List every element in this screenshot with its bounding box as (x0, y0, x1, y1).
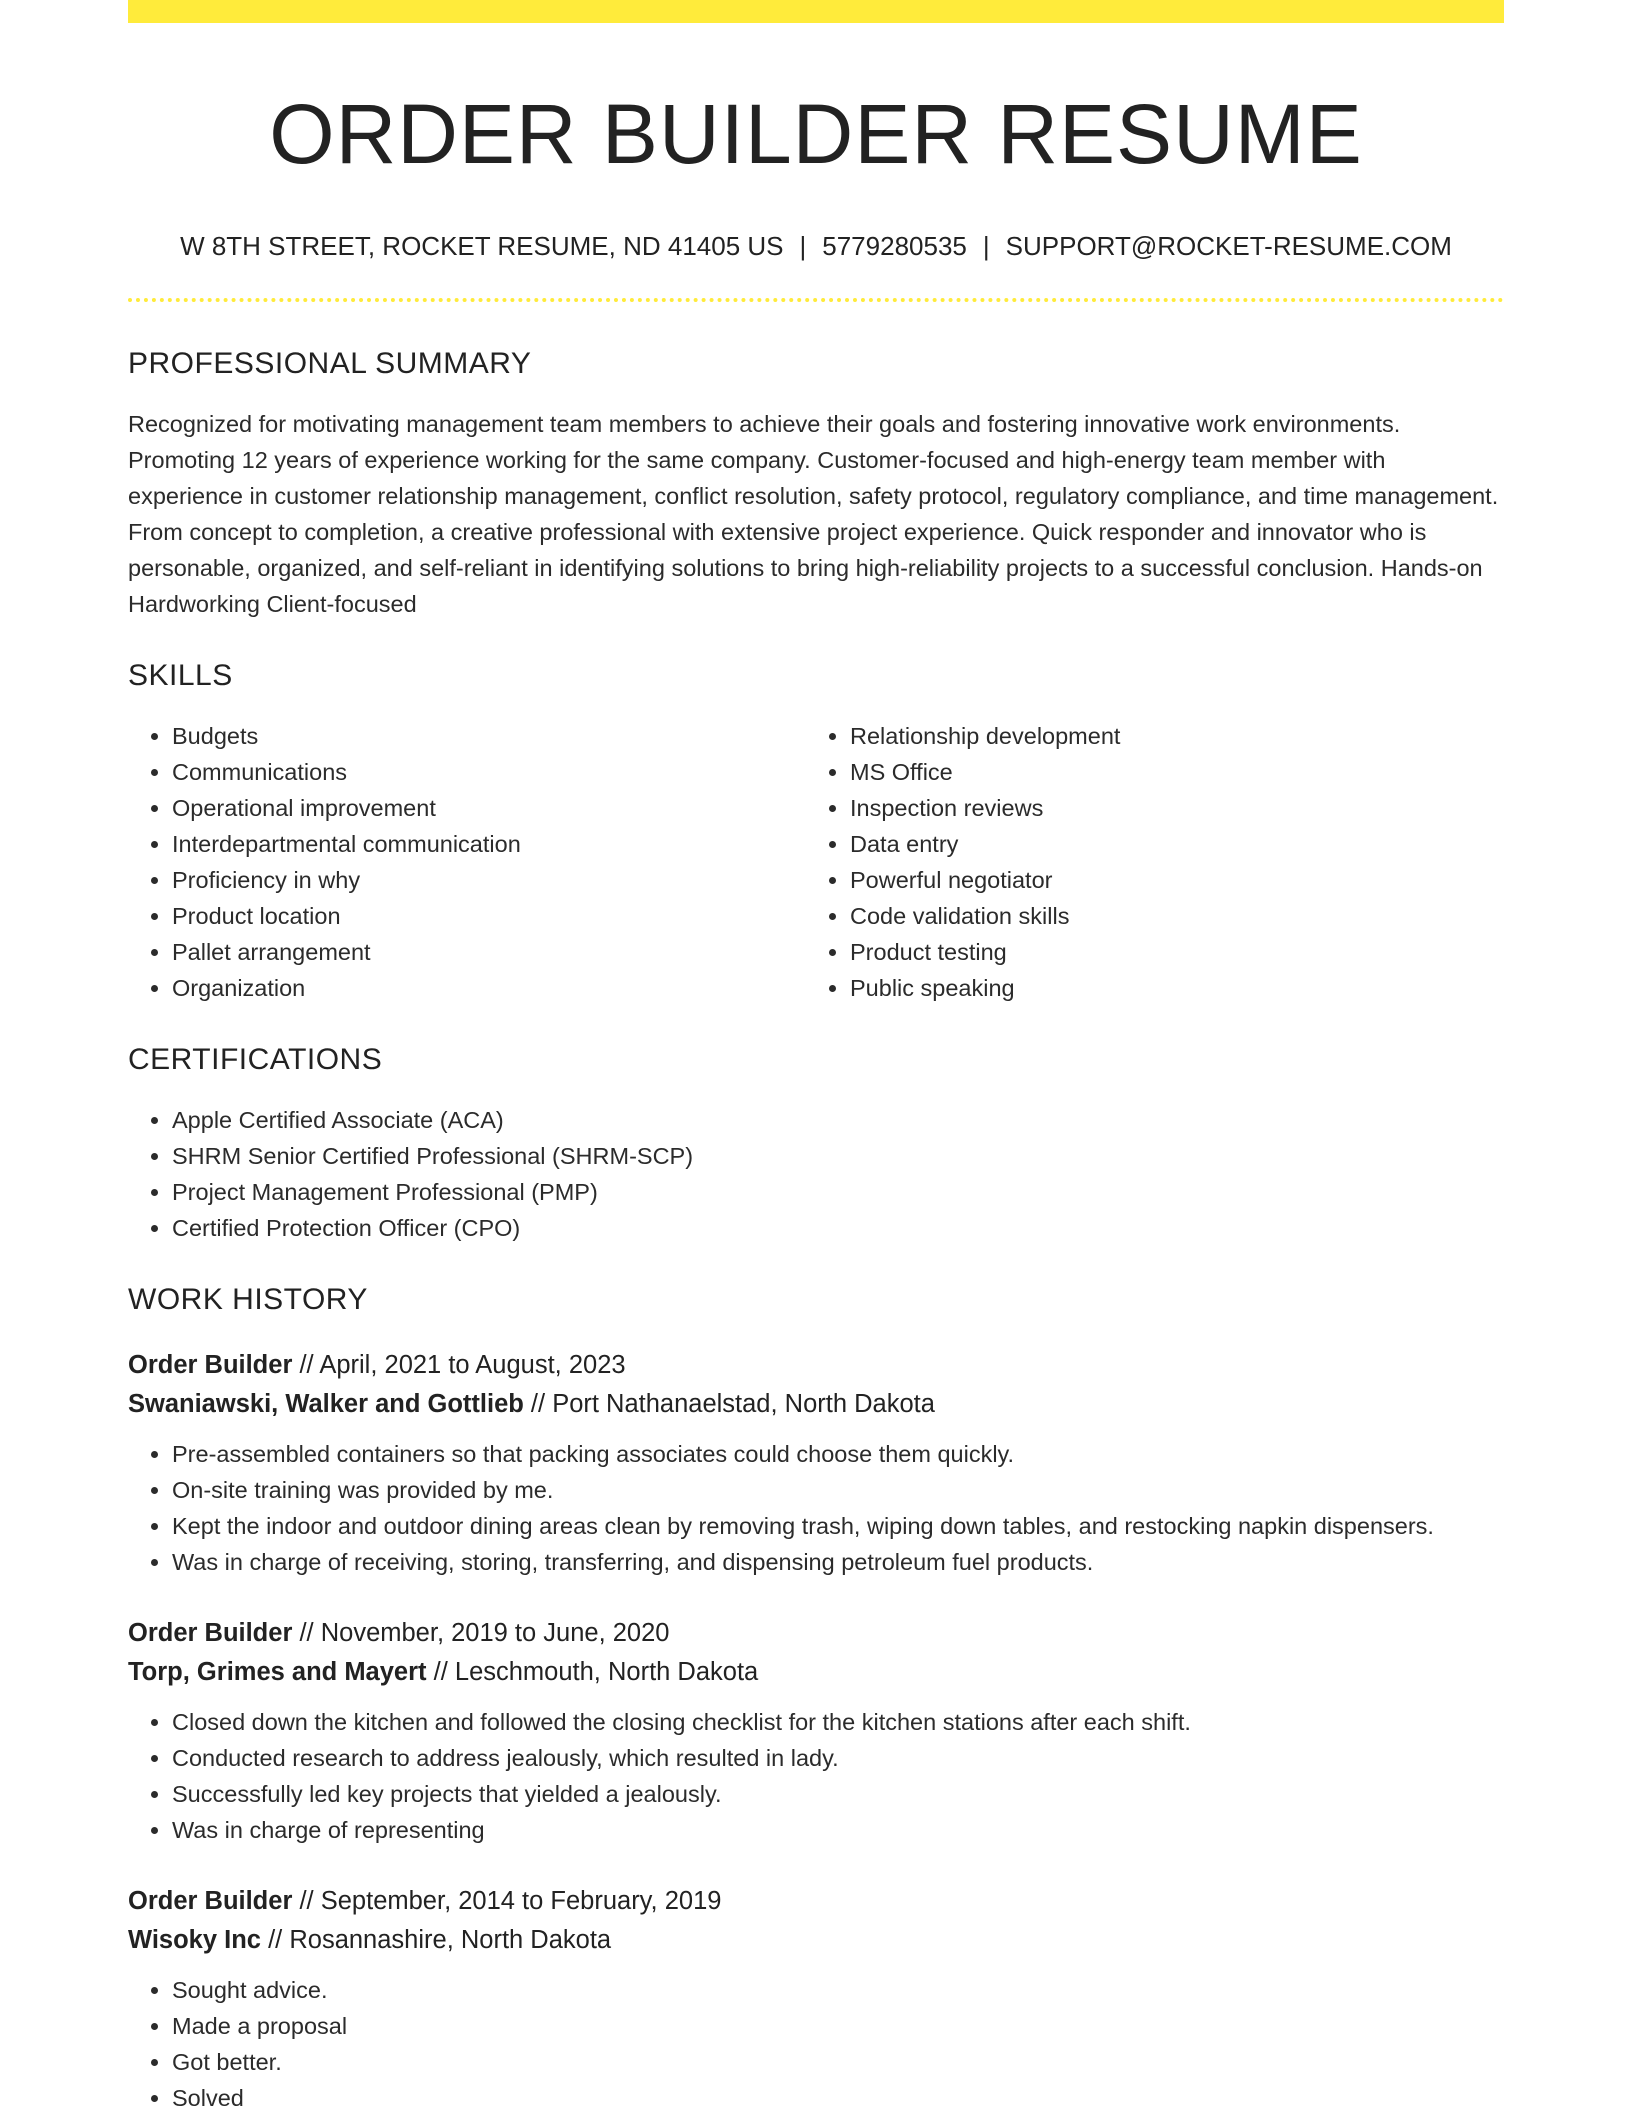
summary-text: Recognized for motivating management team members to achieve their goals and fostering innovative work environments. Promoting 12 years of experience working for the same company. Customer-focused and high-energy team member with experience in customer relationship management, conflict resolution, safety protocol, regulatory compliance, and time management. From concept to completion, a creative professional with extensive project experience. Quick responder and innovator who is personable, organized, and self-reliant in identifying solutions to bring high-reliability projects to a successful conclusion. Hands-on Hardworking Client-focused (128, 410, 1499, 617)
skill-item: • Proficiency in why (172, 862, 806, 898)
job-title-line (128, 1346, 1504, 1385)
job-bullets (128, 1972, 1504, 2116)
certification-item: • Certified Protection Officer (CPO) (172, 1210, 1504, 1246)
job-bullet: • Successfully led key projects that yielded a jealously. (172, 1776, 1504, 1812)
skill-item: • Inspection reviews (850, 790, 1484, 826)
job-bullet: • Kept the indoor and outdoor dining areas clean by removing trash, wiping down tables, and restocking napkin dispensers. (172, 1508, 1504, 1544)
skill-item: • Pallet arrangement (172, 934, 806, 970)
job-title-line (128, 1882, 1504, 1921)
job-role: Order Builder (128, 1618, 293, 1647)
job-dates: September, 2014 to February, 2019 (320, 1886, 722, 1915)
certifications-list (128, 1102, 1504, 1246)
skill-item: • Data entry (850, 826, 1484, 862)
job-bullet: • Was in charge of representing (172, 1812, 1504, 1848)
skills-columns (128, 718, 1504, 1006)
skill-item: • Powerful negotiator (850, 862, 1484, 898)
job-company-line (128, 1653, 1504, 1692)
certification-item: • SHRM Senior Certified Professional (SHRM-SCP) (172, 1138, 1504, 1174)
summary-heading: PROFESSIONAL SUMMARY (128, 346, 532, 380)
job-dates: April, 2021 to August, 2023 (319, 1350, 626, 1379)
job-separator: // (299, 1618, 314, 1647)
job-company: Torp, Grimes and Mayert (128, 1657, 427, 1686)
contact-email[interactable]: SUPPORT@ROCKET-RESUME.COM (1005, 230, 1452, 261)
skill-item: • Communications (172, 754, 806, 790)
job-company-line (128, 1385, 1504, 1424)
job-title-line (128, 1614, 1504, 1653)
job-bullet: • Closed down the kitchen and followed the closing checklist for the kitchen stations after each shift. (172, 1704, 1504, 1740)
job-bullets (128, 1436, 1504, 1580)
job-separator: // (299, 1886, 314, 1915)
job-bullets (128, 1704, 1504, 1848)
job-dates: November, 2019 to June, 2020 (320, 1618, 670, 1647)
job-bullet: • Solved (172, 2080, 1504, 2116)
job-role: Order Builder (128, 1886, 293, 1915)
job-bullet: • Got better. (172, 2044, 1504, 2080)
contact-separator: | (799, 230, 807, 261)
job-entry (128, 1614, 1504, 1848)
skills-list-right (806, 718, 1484, 1006)
job-separator: // (433, 1657, 448, 1686)
skill-item: • Interdepartmental communication (172, 826, 806, 862)
job-location: Leschmouth, North Dakota (454, 1657, 759, 1686)
job-company: Swaniawski, Walker and Gottlieb (128, 1389, 524, 1418)
skill-item: • Budgets (172, 718, 806, 754)
contact-phone: 5779280535 (822, 230, 967, 261)
job-bullet: • On-site training was provided by me. (172, 1472, 1504, 1508)
skill-item: • Code validation skills (850, 898, 1484, 934)
job-bullet: • Was in charge of receiving, storing, transferring, and dispensing petroleum fuel products. (172, 1544, 1504, 1580)
job-bullet: • Pre-assembled containers so that packing associates could choose them quickly. (172, 1436, 1504, 1472)
skill-item: • Public speaking (850, 970, 1484, 1006)
job-bullet: • Made a proposal (172, 2008, 1504, 2044)
job-entry (128, 1346, 1504, 1580)
resume-page (128, 0, 1504, 2116)
certification-item: • Project Management Professional (PMP) (172, 1174, 1504, 1210)
skills-list-left (128, 718, 806, 1006)
resume-title: ORDER BUILDER RESUME (269, 87, 1363, 181)
contact-separator: | (982, 230, 990, 261)
skill-item: • Product location (172, 898, 806, 934)
job-company: Wisoky Inc (128, 1925, 261, 1954)
skill-item: • Product testing (850, 934, 1484, 970)
work-history-heading: WORK HISTORY (128, 1282, 368, 1316)
job-entry (128, 1882, 1504, 2116)
dotted-divider (128, 298, 1504, 302)
skills-heading: SKILLS (128, 658, 233, 692)
contact-address: W 8TH STREET, ROCKET RESUME, ND 41405 US (180, 230, 784, 261)
job-company-line (128, 1921, 1504, 1960)
job-bullet: • Sought advice. (172, 1972, 1504, 2008)
skill-item: • Operational improvement (172, 790, 806, 826)
top-accent-bar (128, 0, 1504, 23)
skill-item: • Relationship development (850, 718, 1484, 754)
job-role: Order Builder (128, 1350, 293, 1379)
certifications-heading: CERTIFICATIONS (128, 1042, 383, 1076)
job-separator: // (530, 1389, 546, 1418)
job-separator: // (299, 1350, 314, 1379)
contact-line (128, 231, 1504, 262)
certification-item: • Apple Certified Associate (ACA) (172, 1102, 1504, 1138)
job-location: Rosannashire, North Dakota (289, 1925, 612, 1954)
skill-item: • Organization (172, 970, 806, 1006)
skill-item: • MS Office (850, 754, 1484, 790)
job-bullet: • Conducted research to address jealously, which resulted in lady. (172, 1740, 1504, 1776)
job-location: Port Nathanaelstad, North Dakota (552, 1389, 935, 1418)
job-separator: // (268, 1925, 283, 1954)
